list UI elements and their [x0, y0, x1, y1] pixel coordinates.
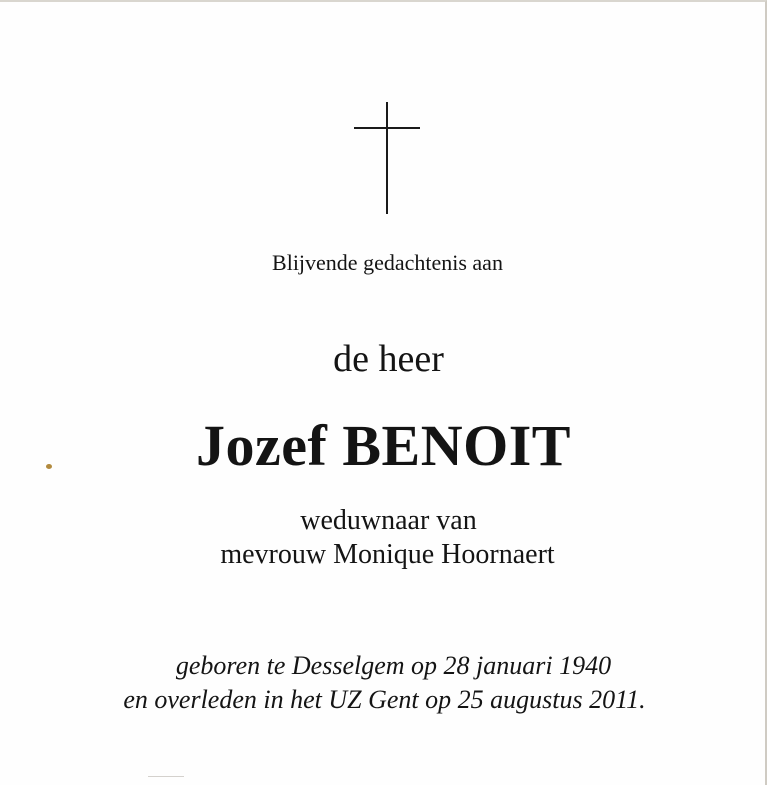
deceased-name: Jozef BENOIT	[196, 413, 571, 478]
death-line: en overleden in het UZ Gent op 25 augustus 2011.	[123, 685, 646, 714]
remembrance-heading: Blijvende gedachtenis aan	[272, 250, 503, 275]
paper-speck	[46, 464, 52, 469]
cross-icon	[354, 102, 422, 216]
paper-scuff	[148, 772, 184, 777]
honorific: de heer	[333, 338, 444, 380]
spouse-name: mevrouw Monique Hoornaert	[220, 539, 555, 570]
birth-line: geboren te Desselgem op 28 januari 1940	[175, 651, 612, 680]
widower-label: weduwnaar van	[300, 505, 477, 536]
